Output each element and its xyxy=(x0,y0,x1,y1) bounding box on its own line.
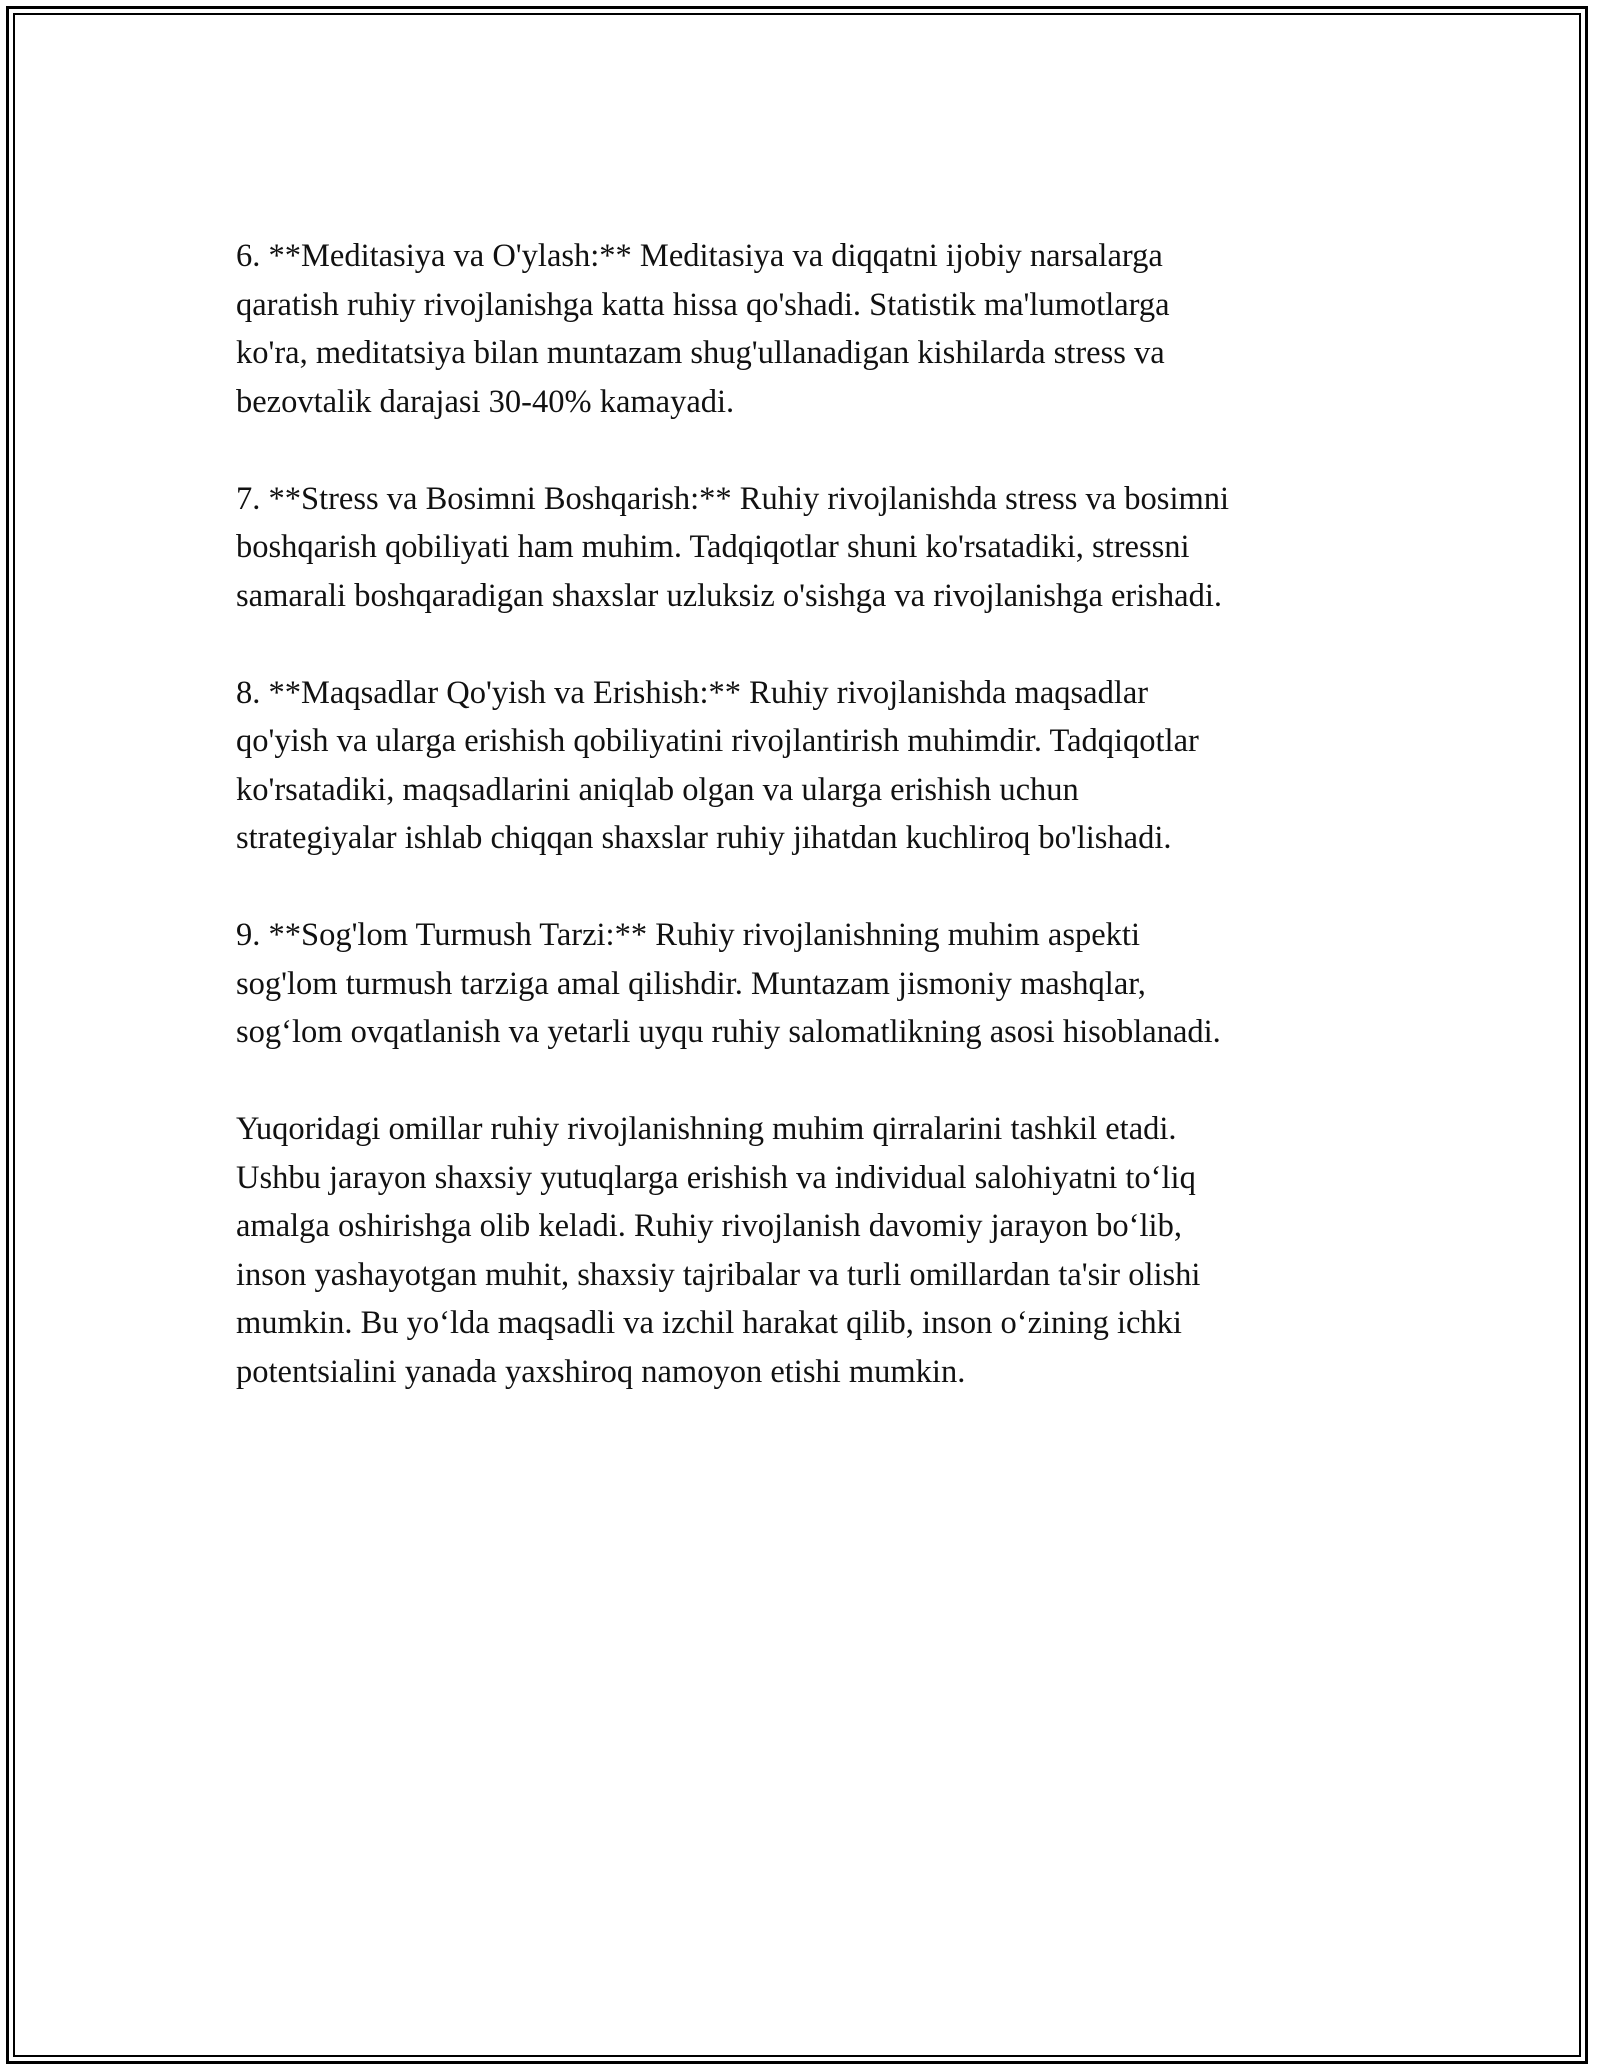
document-body xyxy=(236,232,1366,1445)
paragraph-conclusion: Yuqoridagi omillar ruhiy rivojlanishning muhim qirralarini tashkil etadi. Ushbu jarayon shaxsiy yutuqlarga erishish va individual salohiyatni to‘liq amalga oshirishga olib keladi. Ruhiy rivojlanish davomiy jarayon bo‘lib, inson yashayotgan muhit, shaxsiy tajribalar va turli omillardan ta'sir olishi mumkin. Bu yo‘lda maqsadli va izchil harakat qilib, inson o‘zining ichki potentsialini yanada yaxshiroq namoyon etishi mumkin. xyxy=(236,1111,1201,1390)
paragraph-healthy-lifestyle: 9. **Sog'lom Turmush Tarzi:** Ruhiy rivojlanishning muhim aspekti sog'lom turmush tarziga amal qilishdir. Muntazam jismoniy mashqlar, sog‘lom ovqatlanish va yetarli uyqu ruhiy salomatlikning asosi hisoblanadi. xyxy=(236,917,1221,1050)
paragraph-stress-management: 7. **Stress va Bosimni Boshqarish:** Ruhiy rivojlanishda stress va bosimni boshqarish qobiliyati ham muhim. Tadqiqotlar shuni ko'rsatadiki, stressni samarali boshqaradigan shaxslar uzluksiz o'sishga va rivojlanishga erishadi. xyxy=(236,480,1230,614)
paragraph-goal-setting: 8. **Maqsadlar Qo'yish va Erishish:** Ruhiy rivojlanishda maqsadlar qo'yish va ularga erishish qobiliyatini rivojlantirish muhimdir. Tadqiqotlar ko'rsatadiki, maqsadlarini aniqlab olgan va ularga erishish uchun strategiyalar ishlab chiqqan shaxslar ruhiy jihatdan kuchliroq bo'lishadi. xyxy=(236,674,1199,856)
paragraph-meditation: 6. **Meditasiya va O'ylash:** Meditasiya va diqqatni ijobiy narsalarga qaratish ruhiy rivojlanishga katta hissa qo'shadi. Statistik ma'lumotlarga ko'ra, meditatsiya bilan muntazam shug'ullanadigan kishilarda stress va bezovtalik darajasi 30-40% kamayadi. xyxy=(236,238,1170,420)
